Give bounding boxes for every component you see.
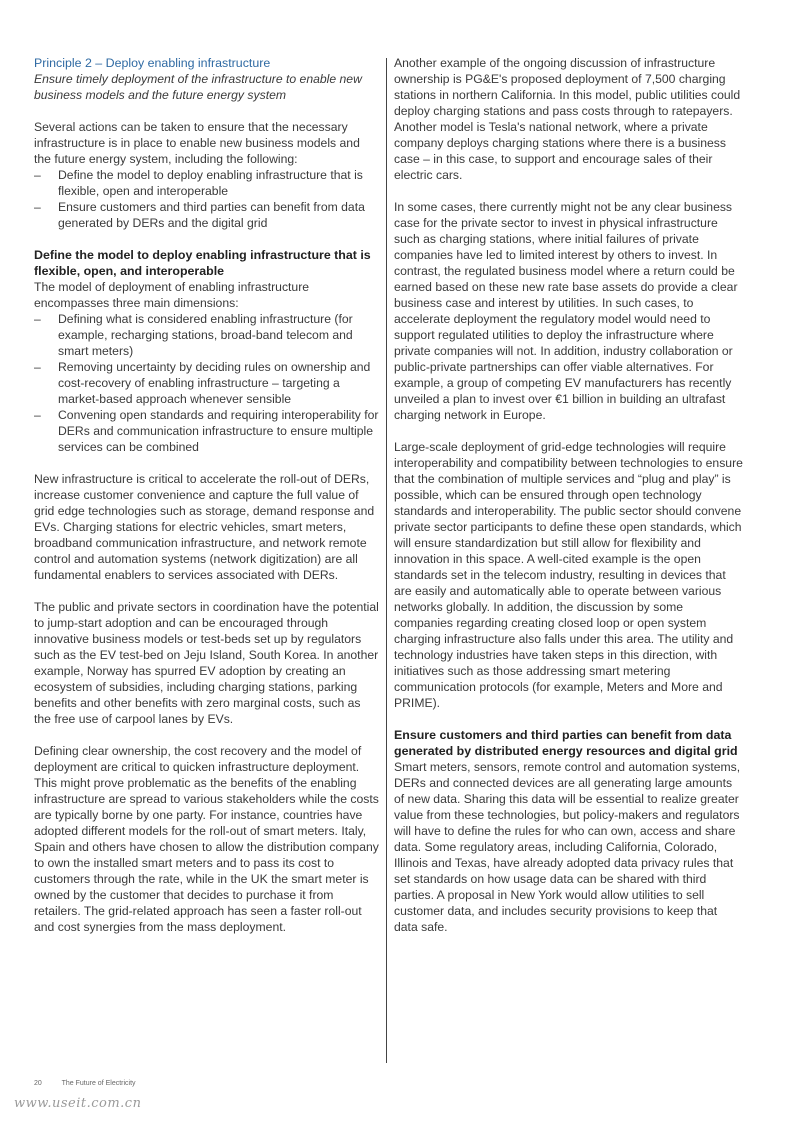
list-item: – Defining what is considered enabling infrastructure (for example, recharging stations, broad-band telecom and smart meters): [34, 311, 380, 359]
body-paragraph: Large-scale deployment of grid-edge technologies will require interoperability and compatibility between technologies to ensure that the combination of multiple services and “plug and play” is possible, which can be ensured through open technology standards and interoperability. The public sector should convene private sector participants to define these open standards, which will ensure standardization but still allow for flexibility and innovation in this space. A well-cited example is the open standards set in the telecom industry, resulting in devices that are easily and automatically able to operate between various networks globally. In addition, the discussion by some companies regarding creating closed loop or open system charging infrastructure also falls under this area. The utility and technology industries have taken steps in this direction, with initiatives such as those addressing smart metering communication protocols (for example, Meters and More and PRIME).: [394, 440, 743, 710]
watermark: www.useit.com.cn: [14, 1096, 142, 1111]
section-intro: The model of deployment of enabling infrastructure encompasses three main dimensions:: [34, 280, 310, 310]
left-column: [34, 55, 380, 951]
body-paragraph: Smart meters, sensors, remote control and automation systems, DERs and connected devices are all generating large amounts of new data. Sharing this data will be essential to realize greater value from these technologies, but policy-makers and regulators will have to define the rules for who can own, access and share data. Some regulatory areas, including California, Colorado, Illinois and Texas, have already adopted data privacy rules that set standards on how usage data can be shared with third parties. A proposal in New York would allow utilities to sell customer data, and includes security provisions to keep that data safe.: [394, 760, 741, 934]
list-item: – Convening open standards and requiring interoperability for DERs and communication infrastructure to ensure multiple services can be combined: [34, 407, 380, 455]
intro-bullet-list: [34, 167, 380, 231]
intro-paragraph: Several actions can be taken to ensure that the necessary infrastructure is in place to enable new business models and the future energy system, including the following:: [34, 120, 360, 166]
section-bullet-list: [34, 311, 380, 455]
list-item: – Removing uncertainty by deciding rules on ownership and cost-recovery of enabling infrastructure – targeting a market-based approach whenever sensible: [34, 359, 380, 407]
body-paragraph: In some cases, there currently might not be any clear business case for the private sector to invest in physical infrastructure such as charging stations, where initial failures of private companies have led to limited interest by others to invest. In contrast, the regulated business model where a return could be earned based on these new rate base assets do provide a clear business case and interest by utilities. In such cases, to accelerate deployment the regulatory model would need to support regulated utilities to deploy the infrastructure where private companies will not. In addition, industry collaboration or public-private partnerships can offer viable alternatives. For example, a group of competing EV manufacturers has recently unveiled a plan to invest over €1 billion in building an ultrafast charging network in Europe.: [394, 200, 738, 422]
body-paragraph: Defining clear ownership, the cost recovery and the model of deployment are critical to quicken infrastructure deployment. This might prove problematic as the benefits of the enabling infrastructure are spread to various stakeholders while the costs are typically borne by one party. For instance, countries have adopted different models for the roll-out of smart meters. Italy, Spain and others have chosen to allow the distribution company to own the installed smart meters and to pass its cost to customers through the rate, while in the UK the smart meter is owned by the customer that decides to purchase it from retailers. The grid-related approach has seen a faster roll-out and cost synergies from the mass deployment.: [34, 744, 379, 934]
publication-title: The Future of Electricity: [61, 1080, 136, 1087]
column-divider: [386, 58, 387, 1063]
section-heading: Ensure customers and third parties can benefit from data generated by distributed energy resources and digital grid: [394, 728, 738, 758]
list-item: – Define the model to deploy enabling infrastructure that is flexible, open and interoperable: [34, 167, 380, 199]
body-paragraph: The public and private sectors in coordination have the potential to jump-start adoption and can be encouraged through innovative business models or test-beds set up by regulators such as the EV test-bed on Jeju Island, South Korea. In another example, Norway has spurred EV adoption by creating an ecosystem of subsidies, including charging stations, parking benefits and other benefits with zero marginal costs, such as the free use of carpool lanes by EVs.: [34, 600, 379, 726]
list-item: – Ensure customers and third parties can benefit from data generated by DERs and the digital grid: [34, 199, 380, 231]
section-heading: Define the model to deploy enabling infrastructure that is flexible, open, and interoperable: [34, 248, 371, 278]
body-paragraph: New infrastructure is critical to accelerate the roll-out of DERs, increase customer convenience and capture the full value of grid edge technologies such as storage, demand response and EVs. Charging stations for electric vehicles, smart meters, broadband communication infrastructure, and network remote control and automation systems (network digitization) are all fundamental enablers to services associated with DERs.: [34, 472, 375, 582]
page-number: 20: [34, 1080, 42, 1087]
page-footer: [34, 1080, 154, 1087]
principle-title: Principle 2 – Deploy enabling infrastructure: [34, 56, 271, 70]
principle-subtitle: Ensure timely deployment of the infrastructure to enable new business models and the future energy system: [34, 72, 362, 102]
body-paragraph: Another example of the ongoing discussion of infrastructure ownership is PG&E's proposed deployment of 7,500 charging stations in northern California. In this model, public utilities could deploy charging stations and pass costs through to ratepayers. Another model is Tesla's national network, where a private company deploys charging stations where there is a business case – in this case, to support and encourage sales of their electric cars.: [394, 56, 741, 182]
right-column: [394, 55, 744, 951]
